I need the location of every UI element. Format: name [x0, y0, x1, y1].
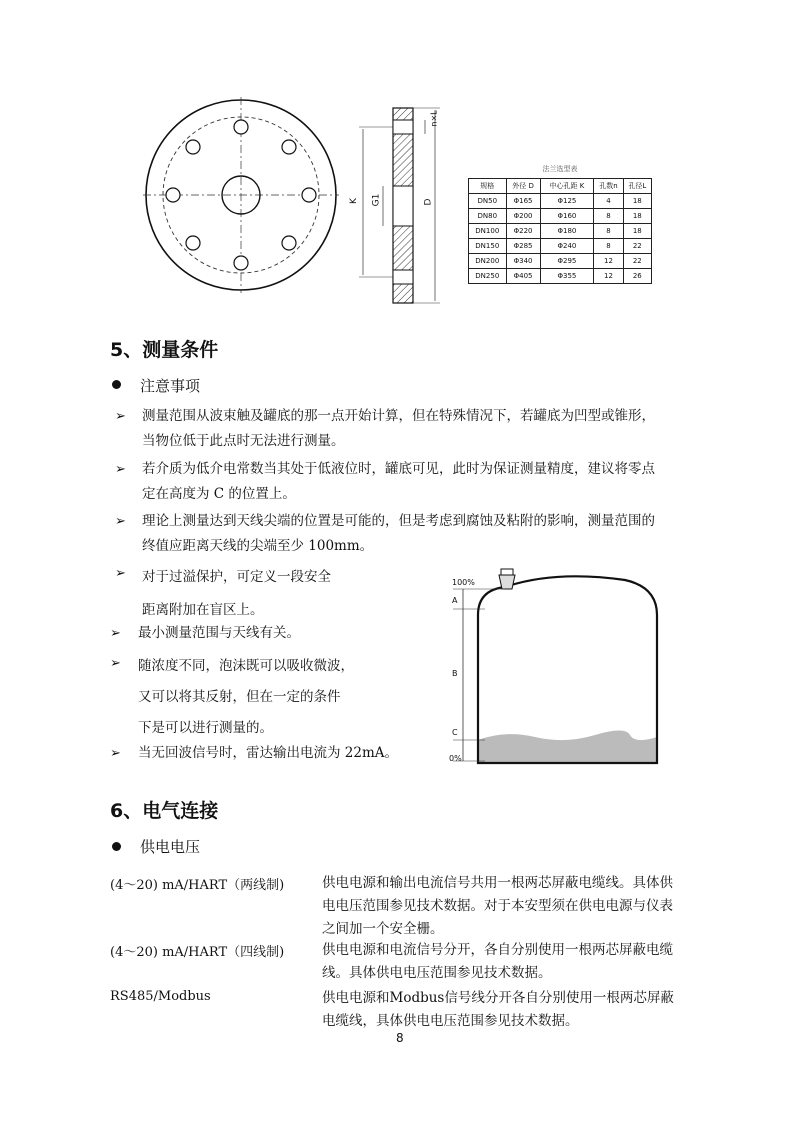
arrow-bullet-icon: ➢: [115, 462, 126, 477]
table-cell: Φ160: [540, 209, 594, 224]
table-cell: Φ405: [506, 269, 540, 284]
flange-front-view: [143, 97, 339, 293]
tank-diagram: [445, 565, 665, 770]
description-line: 电缆线，具体供电电压范围参见技术数据。: [322, 1013, 579, 1029]
description-line: 之间加一个安全栅。: [322, 921, 444, 937]
table-cell: 18: [623, 209, 651, 224]
table-cell: 8: [594, 209, 623, 224]
arrow-bullet-icon: ➢: [115, 566, 126, 581]
list-item-line: 下是可以进行测量的。: [138, 720, 273, 736]
bullet-icon: [112, 380, 121, 389]
table-header: 孔数n: [594, 179, 623, 194]
table-cell: DN200: [469, 254, 507, 269]
table-header: 孔径L: [623, 179, 651, 194]
table-row: [469, 209, 652, 224]
list-item-line: 若介质为低介电常数当其处于低液位时，罐底可见，此时为保证测量精度，建议将零点: [142, 461, 655, 477]
section-6-subtitle: 供电电压: [140, 838, 201, 856]
tank-label-top: 100%: [452, 578, 475, 587]
wiring-label: (4～20) mA/HART（四线制): [110, 945, 285, 960]
list-item-line: 定在高度为 C 的位置上。: [142, 486, 296, 502]
table-header-row: [469, 179, 652, 194]
table-row: [469, 194, 652, 209]
wiring-label: (4～20) mA/HART（两线制): [110, 878, 285, 893]
table-cell: Φ180: [540, 224, 594, 239]
table-cell: 8: [594, 239, 623, 254]
table-row: [469, 254, 652, 269]
arrow-bullet-icon: ➢: [110, 746, 121, 761]
label-g: G1: [371, 193, 382, 207]
table-cell: DN80: [469, 209, 507, 224]
section-5-subtitle: 注意事项: [140, 377, 201, 395]
description-line: 供电电源和电流信号分开，各自分别使用一根两芯屏蔽电缆: [322, 942, 673, 958]
list-item-line: 理论上测量达到天线尖端的位置是可能的，但是考虑到腐蚀及粘附的影响，测量范围的: [142, 513, 655, 529]
list-item: [142, 561, 331, 627]
arrow-bullet-icon: ➢: [115, 514, 126, 529]
table-cell: 26: [623, 269, 651, 284]
table-header: 规格: [469, 179, 507, 194]
list-item-line: 又可以将其反射，但在一定的条件: [138, 689, 341, 705]
table-header: 中心孔距 K: [540, 179, 594, 194]
description-line: 电电压范围参见技术数据。对于本安型须在供电电源与仪表: [322, 898, 673, 914]
wiring-label: RS485/Modbus: [110, 989, 211, 1004]
flange-selection-table: [468, 164, 652, 284]
table-cell: 4: [594, 194, 623, 209]
list-item: [142, 404, 655, 454]
bullet-icon: [112, 842, 121, 851]
list-item-line: 当物位低于此点时无法进行测量。: [142, 433, 345, 449]
table-header: 外径 D: [506, 179, 540, 194]
table-cell: Φ125: [540, 194, 594, 209]
table-cell: Φ285: [506, 239, 540, 254]
table-cell: DN250: [469, 269, 507, 284]
list-item: [142, 509, 655, 559]
section-6-title: 6、电气连接: [110, 800, 219, 822]
page-number: 8: [396, 1031, 404, 1045]
table-cell: 22: [623, 254, 651, 269]
description-line: 供电电源和输出电流信号共用一根两芯屏蔽电缆线。具体供: [322, 875, 673, 891]
wiring-description: [322, 939, 697, 985]
label-k: K: [348, 198, 359, 204]
list-item-line: 对于过溢保护，可定义一段安全: [142, 569, 331, 585]
arrow-bullet-icon: ➢: [110, 626, 121, 641]
list-item: [142, 457, 655, 507]
table-cell: DN150: [469, 239, 507, 254]
tank-label-a: A: [452, 596, 458, 605]
table-cell: Φ240: [540, 239, 594, 254]
table-row: [469, 224, 652, 239]
list-item: [138, 651, 354, 744]
table-row: [469, 239, 652, 254]
list-item-line: 测量范围从波束触及罐底的那一点开始计算，但在特殊情况下，若罐底为凹型或锥形，: [142, 408, 655, 424]
table-cell: DN50: [469, 194, 507, 209]
table-cell: DN100: [469, 224, 507, 239]
list-item: 最小测量范围与天线有关。: [138, 625, 300, 641]
list-item-line: 随浓度不同，泡沫既可以吸收微波，: [138, 658, 354, 674]
description-line: 线。具体供电电压范围参见技术数据。: [322, 965, 552, 981]
description-line: 供电电源和Modbus信号线分开各自分别使用一根两芯屏蔽: [322, 990, 674, 1006]
table-cell: Φ295: [540, 254, 594, 269]
table-cell: 18: [623, 194, 651, 209]
label-d: D: [423, 198, 434, 206]
table-cell: 8: [594, 224, 623, 239]
table-cell: Φ355: [540, 269, 594, 284]
wiring-description: [322, 872, 697, 941]
table-cell: Φ340: [506, 254, 540, 269]
table-cell: 12: [594, 269, 623, 284]
list-item: 当无回波信号时，雷达输出电流为 22mA。: [138, 745, 399, 761]
label-nl: n×L: [429, 110, 439, 127]
flange-table-title: 法兰选型表: [542, 165, 578, 173]
list-item-line: 终值应距离天线的尖端至少 100mm。: [142, 538, 374, 554]
table-cell: 22: [623, 239, 651, 254]
table-cell: Φ165: [506, 194, 540, 209]
table-cell: Φ200: [506, 209, 540, 224]
list-item-line: 距离附加在盲区上。: [142, 602, 264, 618]
section-5-title: 5、测量条件: [110, 339, 219, 361]
tank-label-bottom: 0%: [449, 754, 462, 763]
table-row: [469, 269, 652, 284]
table-cell: Φ220: [506, 224, 540, 239]
arrow-bullet-icon: ➢: [110, 656, 121, 671]
tank-label-c: C: [452, 728, 458, 737]
tank-label-b: B: [452, 669, 458, 678]
table-cell: 18: [623, 224, 651, 239]
table-cell: 12: [594, 254, 623, 269]
arrow-bullet-icon: ➢: [115, 409, 126, 424]
flange-side-view: [345, 100, 450, 310]
wiring-description: [322, 987, 697, 1033]
